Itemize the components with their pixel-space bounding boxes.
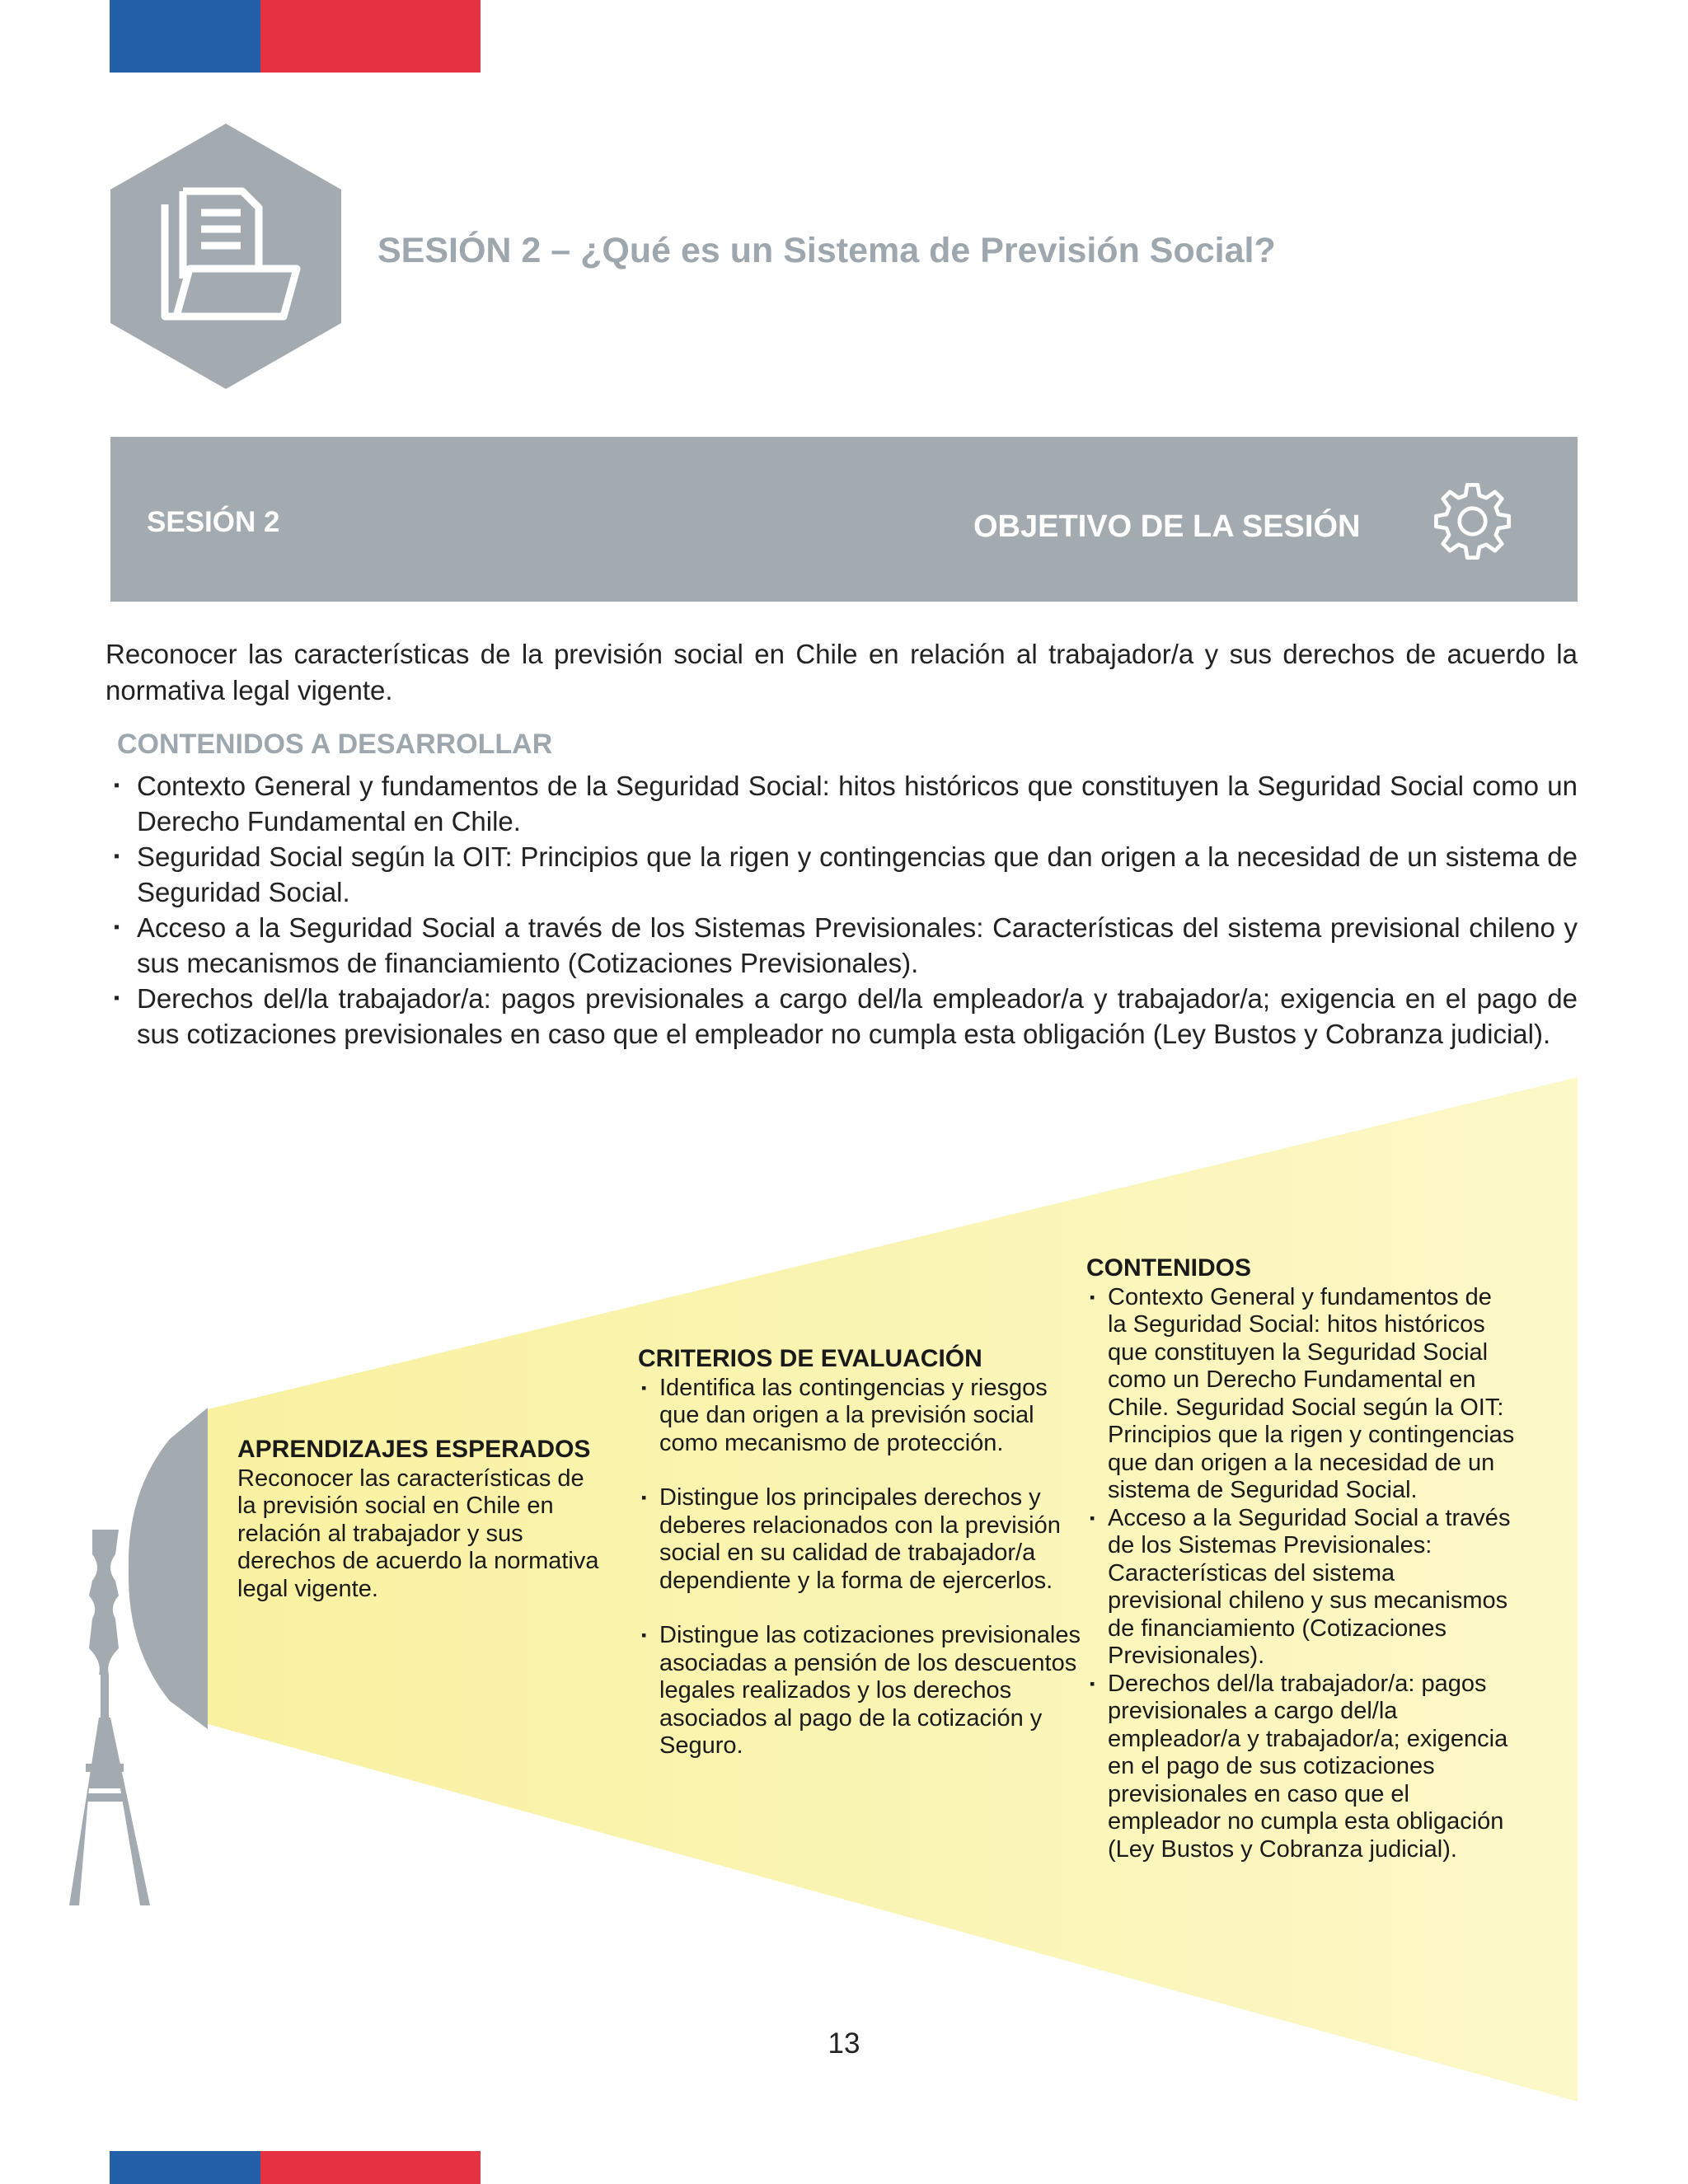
- contenidos-list: [1086, 1284, 1515, 1864]
- gear-icon: [1429, 478, 1516, 565]
- list-item: ▪ Contexto General y fundamentos de la Seguridad Social: hitos históricos que constituyen la Seguridad Social como un Derecho Fundamental en Chile. Seguridad Social según la OIT: Principios que la rigen y contingencias que dan origen a la necesidad de un sistema de Seguridad Social.: [1086, 1284, 1515, 1505]
- folder-documents-icon: [109, 122, 343, 391]
- contenidos-title: CONTENIDOS: [1086, 1254, 1252, 1282]
- list-item: ▪ Acceso a la Seguridad Social a través de los Sistemas Previsionales: Características del sistema previsional chileno y sus mecanismos de financiamiento (Cotizaciones Previsionales).: [1086, 1505, 1515, 1671]
- page-title: SESIÓN 2 – ¿Qué es un Sistema de Previsión Social?: [377, 231, 1276, 270]
- criterios-column: [638, 1345, 1083, 1788]
- flag-blue-stripe: [110, 2151, 260, 2184]
- criterios-title: CRITERIOS DE EVALUACIÓN: [638, 1345, 982, 1372]
- list-item: ▪ Derechos del/la trabajador/a: pagos previsionales a cargo del/la empleador/a y trabajador/a; exigencia en el pago de sus cotizaciones previsionales en caso que el empleador no cumpla esta obligación (Ley Bustos y Cobranza judicial).: [1086, 1671, 1515, 1864]
- list-item: ▪ Acceso a la Seguridad Social a través de los Sistemas Previsionales: Características del sistema previsional chileno y sus mecanismos de financiamiento (Cotizaciones Previsionales).: [114, 910, 1578, 981]
- page-number: 13: [828, 2027, 860, 2060]
- flag-red-stripe: [260, 2151, 481, 2184]
- contents-title: CONTENIDOS A DESARROLLAR: [117, 729, 553, 760]
- aprendizajes-column: [237, 1436, 600, 1603]
- list-item: ▪ Derechos del/la trabajador/a: pagos previsionales a cargo del/la empleador/a y trabajador/a; exigencia en el pago de sus cotizaciones previsionales en caso que el empleador no cumpla esta obligación (Ley Bustos y Cobranza judicial).: [114, 981, 1578, 1052]
- criterios-list: [638, 1375, 1083, 1760]
- session-banner: [110, 437, 1578, 602]
- objective-text: Reconocer las características de la previsión social en Chile en relación al trabajador/a y sus derechos de acuerdo la normativa legal vigente.: [106, 639, 1578, 705]
- aprendizajes-text: Reconocer las características de la previsión social en Chile en relación al trabajador y sus derechos de acuerdo la normativa legal vigente.: [237, 1465, 599, 1602]
- contents-list: [114, 768, 1578, 1052]
- contenidos-column: [1086, 1254, 1515, 1863]
- list-item: ▪ Distingue las cotizaciones previsionales asociadas a pensión de los descuentos legales realizados y los derechos asociados al pago de la cotización y Seguro.: [638, 1622, 1083, 1760]
- bottom-flag-bar: [110, 2151, 481, 2184]
- list-item: ▪ Distingue los principales derechos y deberes relacionados con la previsión social en su calidad de trabajador/a dependiente y la forma de ejercerlos.: [638, 1484, 1083, 1595]
- objective-heading: OBJETIVO DE LA SESIÓN: [973, 509, 1361, 544]
- list-item: ▪ Identifica las contingencias y riesgos que dan origen a la previsión social como mecanismo de protección.: [638, 1375, 1083, 1458]
- aprendizajes-title: APRENDIZAJES ESPERADOS: [237, 1436, 591, 1463]
- spotlight-icon: [69, 1401, 218, 1912]
- list-item: ▪ Seguridad Social según la OIT: Principios que la rigen y contingencias que dan origen a la necesidad de un sistema de Seguridad Social.: [114, 839, 1578, 910]
- list-item: ▪ Contexto General y fundamentos de la Seguridad Social: hitos históricos que constituyen la Seguridad Social como un Derecho Fundamental en Chile.: [114, 768, 1578, 839]
- session-label: SESIÓN 2: [147, 506, 280, 538]
